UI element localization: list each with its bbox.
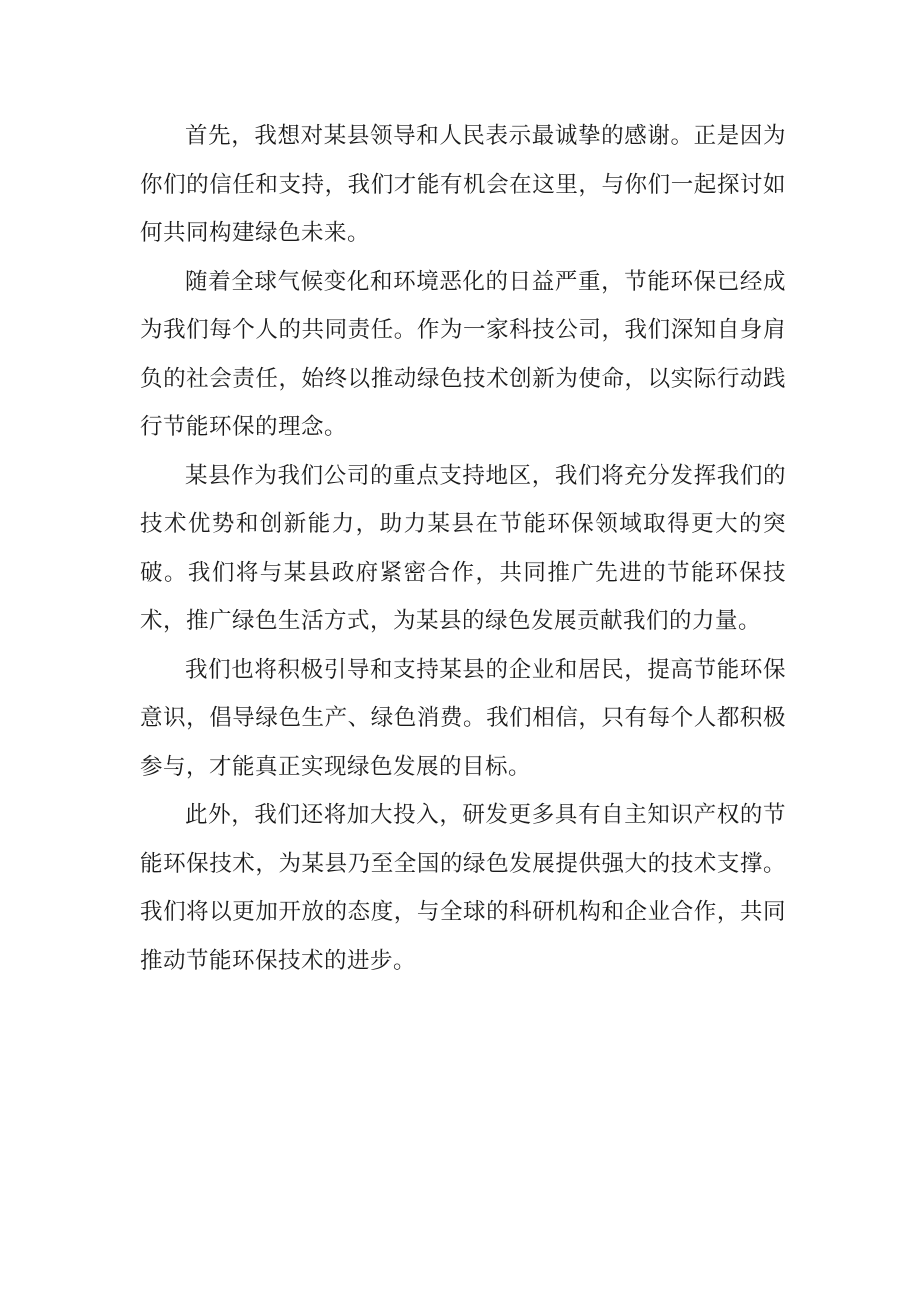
paragraph-3: 某县作为我们公司的重点支持地区，我们将充分发挥我们的技术优势和创新能力，助力某县在节能环保领域取得更大的突破。我们将与某县政府紧密合作，共同推广先进的节能环保技术，推广绿色生活方式，为某县的绿色发展贡献我们的力量。 <box>140 462 786 634</box>
document-body <box>140 112 786 985</box>
paragraph-1: 首先，我想对某县领导和人民表示最诚挚的感谢。正是因为你们的信任和支持，我们才能有机会在这里，与你们一起探讨如何共同构建绿色未来。 <box>140 123 786 246</box>
paragraph-4: 我们也将积极引导和支持某县的企业和居民，提高节能环保意识，倡导绿色生产、绿色消费。我们相信，只有每个人都积极参与，才能真正实现绿色发展的目标。 <box>140 656 786 780</box>
paragraph-5: 此外，我们还将加大投入，研发更多具有自主知识产权的节能环保技术，为某县乃至全国的绿色发展提供强大的技术支撑。我们将以更加开放的态度，与全球的科研机构和企业合作，共同推动节能环保技术的进步。 <box>140 802 786 974</box>
paragraph-2: 随着全球气候变化和环境恶化的日益严重，节能环保已经成为我们每个人的共同责任。作为一家科技公司，我们深知自身肩负的社会责任，始终以推动绿色技术创新为使命，以实际行动践行节能环保的理念。 <box>140 268 786 440</box>
